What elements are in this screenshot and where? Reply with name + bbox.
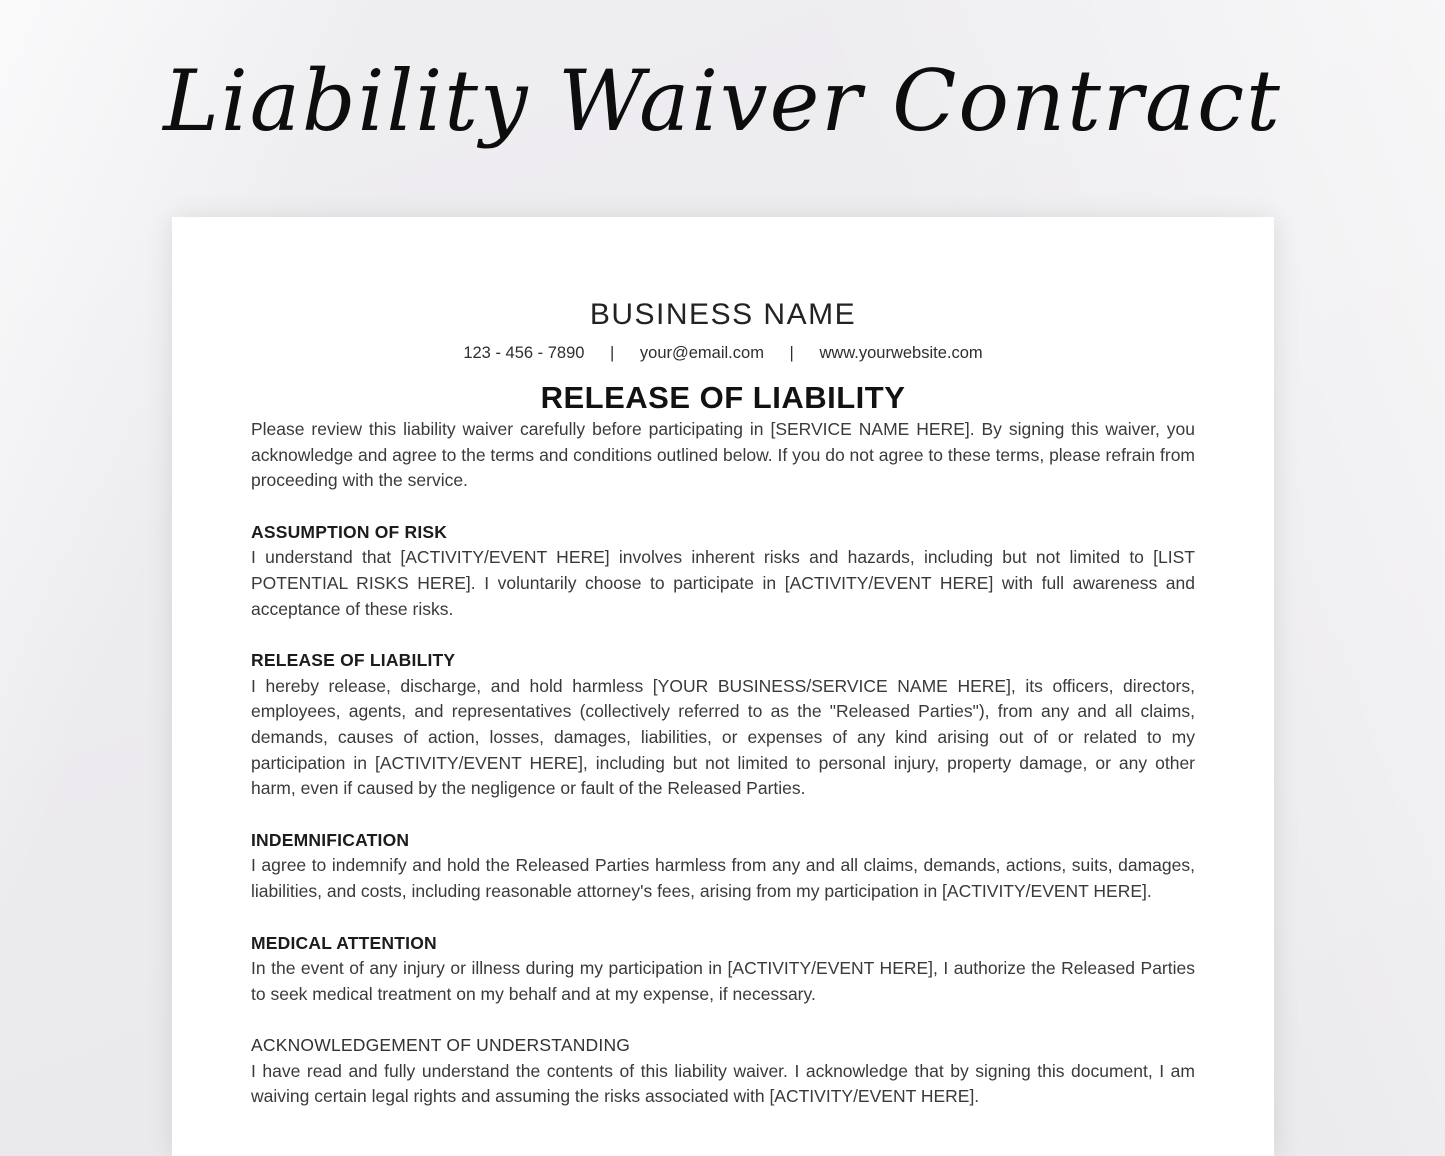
section-heading: MEDICAL ATTENTION xyxy=(251,932,437,953)
website-url: www.yourwebsite.com xyxy=(819,344,983,362)
document-title: RELEASE OF LIABILITY xyxy=(540,380,906,415)
section-heading: RELEASE OF LIABILITY xyxy=(251,650,456,671)
waiver-section-release-of-liability xyxy=(251,648,1195,802)
section-body: I have read and fully understand the contents of this liability waiver. I acknowledge that by signing this document, I am waiving certain legal rights and assuming the risks associated with [ACTIVITY/EVENT HERE]. xyxy=(251,1060,1195,1107)
email-address: your@email.com xyxy=(639,344,764,362)
section-heading: ASSUMPTION OF RISK xyxy=(251,521,448,542)
section-body: I hereby release, discharge, and hold harmless [YOUR BUSINESS/SERVICE NAME HERE], its officers, directors, employees, agents, and representatives (collectively referred to as the "Released Parties"), from any and all claims, demands, causes of action, losses, damages, liabilities, or expenses of any kind arising out of or related to my participation in [ACTIVITY/EVENT HERE], including but not limited to personal injury, property damage, or any other harm, even if caused by the negligence or fault of the Released Parties. xyxy=(251,675,1195,799)
contact-line xyxy=(251,342,1195,364)
section-heading: ACKNOWLEDGEMENT OF UNDERSTANDING xyxy=(251,1035,631,1056)
phone-number: 123 - 456 - 7890 xyxy=(463,344,585,362)
business-name: BUSINESS NAME xyxy=(589,298,857,331)
section-body: In the event of any injury or illness during my participation in [ACTIVITY/EVENT HERE], I authorize the Released Parties to seek medical treatment on my behalf and at my expense, if necessary. xyxy=(251,958,1195,1004)
sections xyxy=(251,520,1195,1110)
contact-separator: | xyxy=(610,344,615,362)
section-body: I agree to indemnify and hold the Released Parties harmless from any and all claims, demands, actions, suits, damages, liabilities, and costs, including reasonable attorney's fees, arising from my participation in [ACTIVITY/EVENT HERE]. xyxy=(251,855,1195,901)
document-page xyxy=(172,217,1274,1156)
contact-separator: | xyxy=(789,344,794,362)
section-heading: INDEMNIFICATION xyxy=(251,829,410,850)
intro-paragraph: Please review this liability waiver carefully before participating in [SERVICE NAME HERE]. By signing this waiver, you acknowledge and agree to the terms and conditions outlined below. If you do not agree to these terms, please refrain from proceeding with the service. xyxy=(251,419,1195,491)
waiver-section-medical-attention xyxy=(251,931,1195,1008)
waiver-section-indemnification xyxy=(251,828,1195,905)
waiver-section-acknowledgement-of-understanding xyxy=(251,1033,1195,1110)
waiver-section-assumption-of-risk xyxy=(251,520,1195,622)
section-body: I understand that [ACTIVITY/EVENT HERE] involves inherent risks and hazards, including but not limited to [LIST POTENTIAL RISKS HERE]. I voluntarily choose to participate in [ACTIVITY/EVENT HERE] with full awareness and acceptance of these risks. xyxy=(251,547,1195,619)
page-title: Liability Waiver Contract xyxy=(163,52,1282,150)
